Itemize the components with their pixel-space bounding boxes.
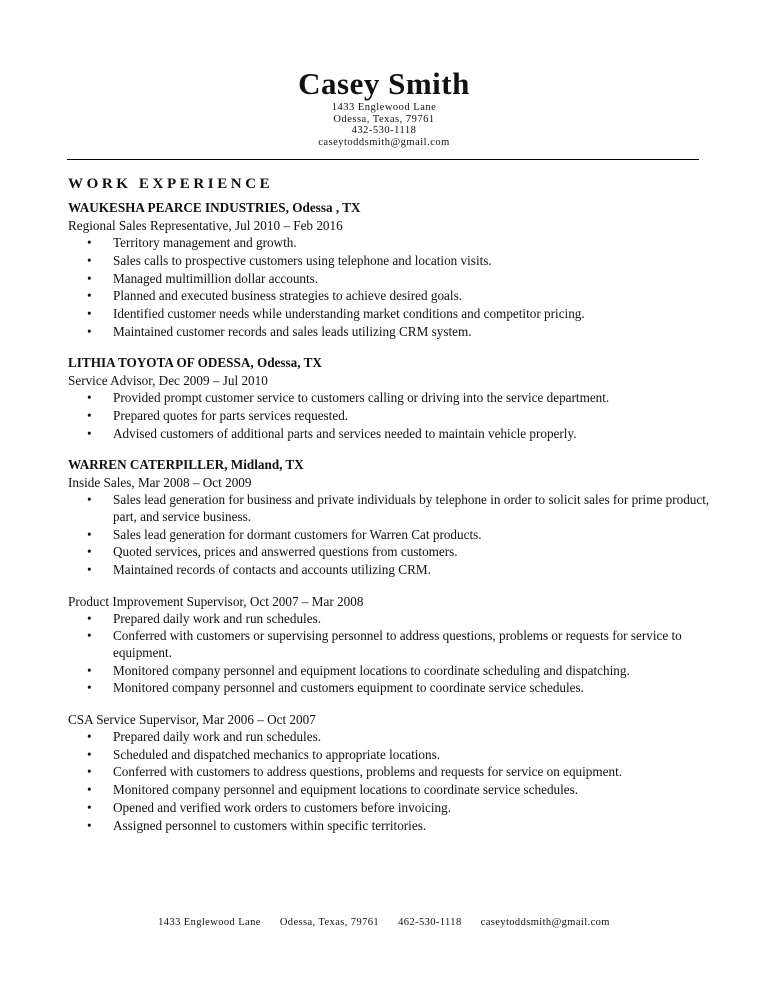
job-bullet-list [68,729,718,834]
job-bullet [68,288,718,304]
bullet-icon: • [87,817,92,833]
job-bullet-text: Prepared daily work and run schedules. [113,728,322,744]
job-bullet-text: Prepared quotes for parts services requested. [113,408,349,424]
job-bullet-text: Quoted services, prices and answerred questions from customers. [113,544,458,560]
bullet-icon: • [87,492,92,508]
candidate-name: Casey Smith [298,66,470,101]
resume-footer [0,917,768,928]
job-bullet [68,527,718,543]
job-bullet-text: Scheduled and dispatched mechanics to appropriate locations. [113,746,441,762]
header-divider [67,159,699,160]
bullet-icon: • [87,252,92,268]
bullet-icon: • [87,728,92,744]
job-bullet-text: Maintained customer records and sales leads utilizing CRM system. [113,323,472,339]
bullet-icon: • [87,746,92,762]
job-bullet [68,324,718,340]
bullet-icon: • [87,270,92,286]
job-bullet-text: Assigned personnel to customers within specific territories. [113,817,427,833]
job-bullet [68,271,718,287]
job-bullet-text: Maintained records of contacts and accounts utilizing CRM. [113,562,431,578]
job-bullet-text: Territory management and growth. [113,235,297,250]
job-bullet [68,818,718,834]
job-bullet-text: Monitored company personnel and equipment locations to coordinate scheduling and dispatching. [113,662,630,678]
job-bullet [68,562,718,578]
bullet-icon: • [87,390,92,406]
job-entry [68,711,718,834]
work-experience-list [68,199,718,848]
job-bullet [68,747,718,763]
bullet-icon: • [87,782,92,798]
bullet-icon: • [87,235,92,250]
bullet-icon: • [87,408,92,424]
job-bullet [68,628,718,661]
job-bullet-text: Conferred with customers to address questions, problems and requests for service on equipment. [113,764,623,780]
job-bullet [68,390,718,406]
section-title-work-experience: WORK EXPERIENCE [68,176,274,192]
job-title: CSA Service Supervisor, Mar 2006 – Oct 2007 [68,711,316,727]
job-bullet [68,408,718,424]
job-bullet-text: Prepared daily work and run schedules. [113,610,322,626]
bullet-icon: • [87,799,92,815]
bullet-icon: • [87,680,92,696]
job-bullet [68,800,718,816]
job-bullet-text: Managed multimillion dollar accounts. [113,270,319,286]
bullet-icon: • [87,764,92,780]
contact-address: 1433 Englewood Lane [331,102,437,113]
job-bullet-list [68,235,718,340]
contact-city: Odessa, Texas, 79761 [333,113,435,125]
job-bullet [68,680,718,696]
footer-address: 1433 Englewood Lane [158,917,261,928]
job-bullet-list [68,492,718,578]
job-bullet [68,235,718,251]
bullet-icon: • [87,306,92,322]
job-bullet [68,764,718,780]
job-bullet-list [68,611,718,697]
bullet-icon: • [87,662,92,678]
job-title: Regional Sales Representative, Jul 2010 – Feb 2016 [68,218,343,233]
job-entry [68,354,718,442]
job-bullet-text: Opened and verified work orders to customers before invoicing. [113,799,452,815]
bullet-icon: • [87,628,92,644]
job-employer: WARREN CATERPILLER, Midland, TX [68,457,304,473]
job-bullet-text: Conferred with customers or supervising personnel to address questions, problems or requests for service to equipment. [113,628,682,660]
job-bullet [68,729,718,745]
bullet-icon: • [87,288,92,304]
job-bullet-text: Planned and executed business strategies to achieve desired goals. [113,288,462,304]
job-bullet-text: Sales lead generation for dormant customers for Warren Cat products. [113,526,482,542]
job-bullet [68,663,718,679]
contact-email[interactable]: caseytoddsmith@gmail.com [318,136,450,148]
job-bullet-text: Sales calls to prospective customers using telephone and location visits. [113,252,492,268]
job-bullet [68,782,718,798]
resume-header [0,66,768,148]
job-entry [68,593,718,697]
job-title: Inside Sales, Mar 2008 – Oct 2009 [68,475,252,491]
job-employer: LITHIA TOYOTA OF ODESSA, Odessa, TX [68,355,322,371]
footer-city: Odessa, Texas, 79761 [279,917,380,928]
job-bullet-text: Sales lead generation for business and private individuals by telephone in order to solicit sales for prime product, part, and service business. [113,492,710,524]
bullet-icon: • [87,544,92,560]
job-bullet [68,253,718,269]
job-bullet-text: Identified customer needs while understanding market conditions and competitor pricing. [113,306,585,322]
job-bullet-text: Provided prompt customer service to customers calling or driving into the service department. [113,390,610,406]
job-title: Product Improvement Supervisor, Oct 2007 – Mar 2008 [68,593,364,609]
job-bullet [68,492,718,525]
bullet-icon: • [87,526,92,542]
footer-phone: 462-530-1118 [398,917,462,928]
bullet-icon: • [87,323,92,339]
job-bullet-list [68,390,718,442]
job-entry [68,456,718,578]
job-bullet-text: Monitored company personnel and equipment locations to coordinate service schedules. [113,782,579,798]
contact-phone: 432-530-1118 [351,125,417,136]
bullet-icon: • [87,425,92,441]
job-employer: WAUKESHA PEARCE INDUSTRIES, Odessa , TX [68,200,361,215]
job-title: Service Advisor, Dec 2009 – Jul 2010 [68,373,268,389]
job-bullet [68,611,718,627]
job-bullet [68,544,718,560]
job-bullet-text: Monitored company personnel and customers equipment to coordinate service schedules. [113,680,584,696]
job-bullet-text: Advised customers of additional parts and services needed to maintain vehicle properly. [113,425,577,441]
job-bullet [68,306,718,322]
footer-email[interactable]: caseytoddsmith@gmail.com [480,917,610,928]
bullet-icon: • [87,562,92,578]
bullet-icon: • [87,610,92,626]
job-entry [68,199,718,340]
job-bullet [68,426,718,442]
